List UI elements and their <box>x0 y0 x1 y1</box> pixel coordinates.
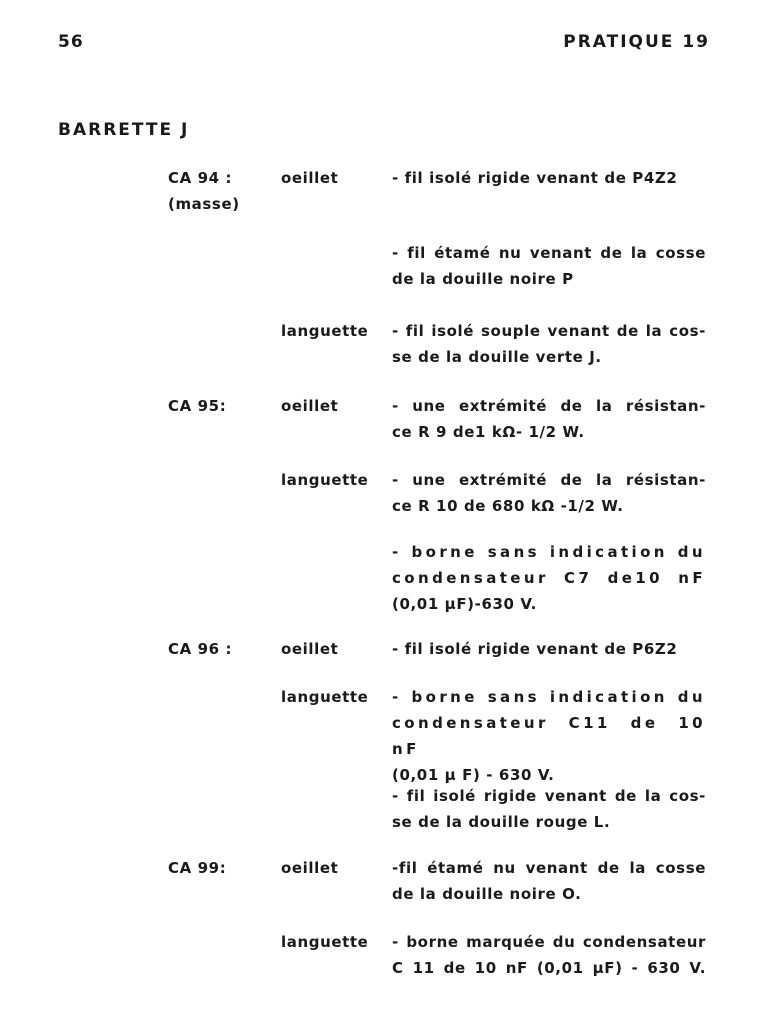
position-label: oeillet <box>281 397 339 415</box>
connection-description: - borne marquée du condensateur C 11 de 10 nF (0,01 μF) - 630 V. <box>392 933 706 977</box>
terminal-label: CA 95: <box>168 397 227 415</box>
connection-description: - fil isolé rigide venant de P6Z2 <box>392 640 678 658</box>
terminal-label: CA 94 : <box>168 169 233 187</box>
connection-description: - fil isolé rigide venant de P4Z2 <box>392 169 678 187</box>
position-label: languette <box>281 322 369 340</box>
position-label: languette <box>281 933 369 951</box>
connection-description: - fil étamé nu venant de la cosse de la douille noire P <box>392 244 706 288</box>
running-header: PRATIQUE 19 <box>563 32 710 52</box>
connection-description: - une extrémité de la résistan- ce R 9 de1 kΩ- 1/2 W. <box>392 397 706 441</box>
terminal-label: CA 99: <box>168 859 227 877</box>
connection-description: - une extrémité de la résistan- ce R 10 de 680 kΩ -1/2 W. <box>392 471 706 515</box>
connection-description: - borne sans indication du condensateur C11 de 10 nF (0,01 μ F) - 630 V. <box>392 688 706 784</box>
position-label: oeillet <box>281 640 339 658</box>
connection-description: - fil isolé rigide venant de la cos- se de la douille rouge L. <box>392 787 706 831</box>
section-title: BARRETTE J <box>58 120 190 140</box>
terminal-label: CA 96 : <box>168 640 233 658</box>
connection-description: - fil isolé souple venant de la cos- se de la douille verte J. <box>392 322 706 366</box>
connection-description: -fil étamé nu venant de la cosse de la douille noire O. <box>392 859 706 903</box>
connection-description: - borne sans indication du condensateur C7 de10 nF (0,01 μF)-630 V. <box>392 543 706 613</box>
page-number: 56 <box>58 32 84 52</box>
position-label: oeillet <box>281 169 339 187</box>
terminal-note: (masse) <box>168 195 240 213</box>
position-label: oeillet <box>281 859 339 877</box>
position-label: languette <box>281 471 369 489</box>
position-label: languette <box>281 688 369 706</box>
